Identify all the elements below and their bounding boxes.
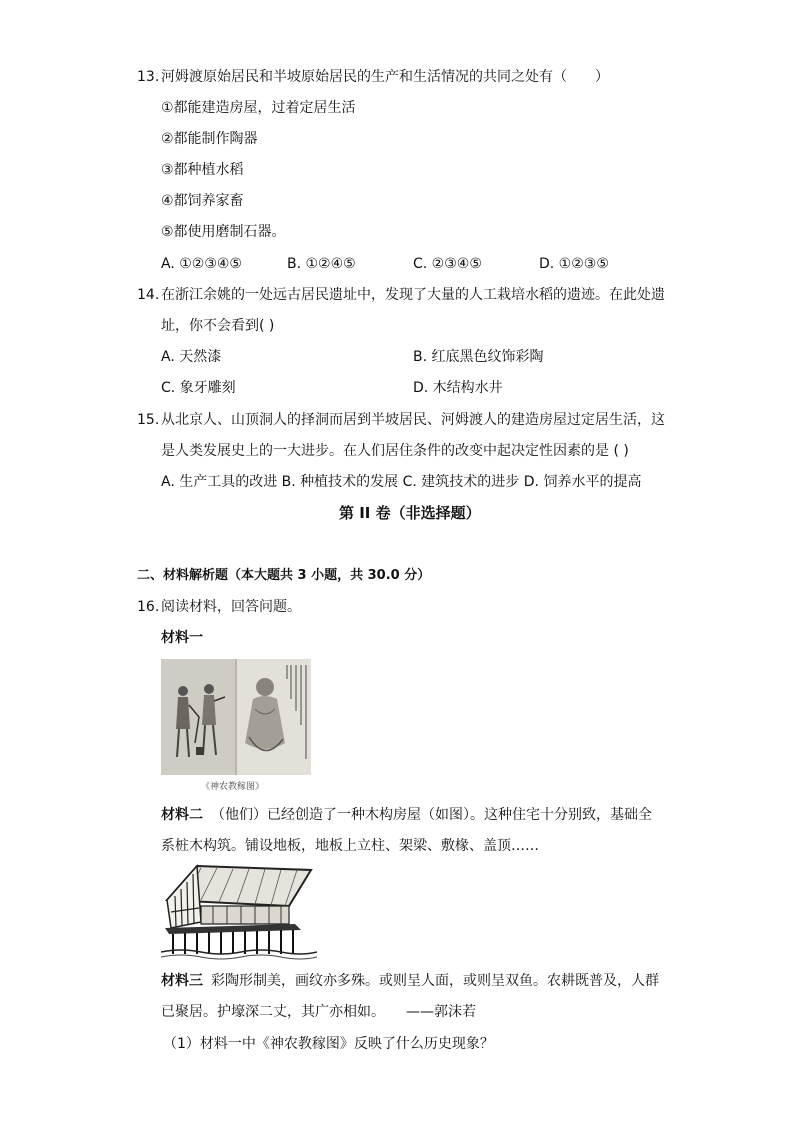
answer-option-d: D. 木结构水井 <box>413 380 503 396</box>
answer-option-a: A. ①②③④⑤ <box>161 256 242 272</box>
answer-options-row: A. 生产工具的改进 B. 种植技术的发展 C. 建筑技术的进步 D. 饲养水平的提高 <box>161 474 642 490</box>
question-stem: 从北京人、山顶洞人的择洞而居到半坡居民、河姆渡人的建造房屋过定居生活，这 <box>161 412 665 428</box>
question-number: 15. <box>137 412 160 428</box>
answer-option-a: A. 天然漆 <box>161 349 222 365</box>
answer-option-c: C. 象牙雕刻 <box>161 380 236 396</box>
question-stem: 在浙江余姚的一处远古居民遗址中，发现了大量的人工栽培水稻的遗迹。在此处遗 <box>161 287 665 303</box>
figure-caption: 《神农教稼图》 <box>201 782 265 792</box>
material-label: 材料二 <box>161 807 203 823</box>
question-stem: 河姆渡原始居民和半坡原始居民的生产和生活情况的共同之处有（ ） <box>161 69 609 85</box>
question-stem-continued: 是人类发展史上的一大进步。在人们居住条件的改变中起决定性因素的是 ( ) <box>161 443 629 459</box>
volume-title: 第 II 卷（非选择题） <box>339 504 481 522</box>
statement-item: ①都能建造房屋，过着定居生活 <box>161 100 356 116</box>
statement-item: ④都饲养家畜 <box>161 193 244 209</box>
statement-item: ②都能制作陶器 <box>161 131 258 147</box>
answer-option-d: D. ①②③⑤ <box>539 256 609 272</box>
sub-question: （1）材料一中《神农教稼图》反映了什么历史现象？ <box>163 1036 494 1052</box>
statement-item: ⑤都使用磨制石器。 <box>161 224 286 240</box>
material-text: （他们）已经创造了一种木构房屋（如图）。这种住宅十分别致，基础全 <box>211 807 652 823</box>
material-text-continued: 系桩木构筑。铺设地板，地板上立柱、架梁、敷椽、盖顶…… <box>161 838 539 854</box>
material-text: 彩陶形制美，画纹亦多殊。或则呈人面，或则呈双鱼。农耕既普及，人群 <box>211 973 659 989</box>
material-text-continued: 已聚居。护壕深二丈，其广亦相如。 ——郭沫若 <box>161 1004 476 1020</box>
answer-option-b: B. ①②④⑤ <box>287 256 356 272</box>
question-number: 14. <box>137 287 160 303</box>
stilt-house-figure <box>161 862 317 962</box>
part-title: 二、材料解析题（本大题共 3 小题，共 30.0 分） <box>137 568 431 583</box>
answer-option-c: C. ②③④⑤ <box>413 256 482 272</box>
question-number: 13. <box>137 69 160 85</box>
answer-option-b: B. 红底黑色纹饰彩陶 <box>413 349 544 365</box>
shennong-painting-figure <box>161 659 311 775</box>
question-stem-continued: 址，你不会看到( ) <box>161 318 275 334</box>
material-label: 材料三 <box>161 973 203 989</box>
statement-item: ③都种植水稻 <box>161 162 244 178</box>
material-label: 材料一 <box>161 630 203 646</box>
question-stem: 阅读材料，回答问题。 <box>161 599 301 615</box>
question-number: 16. <box>137 599 160 615</box>
